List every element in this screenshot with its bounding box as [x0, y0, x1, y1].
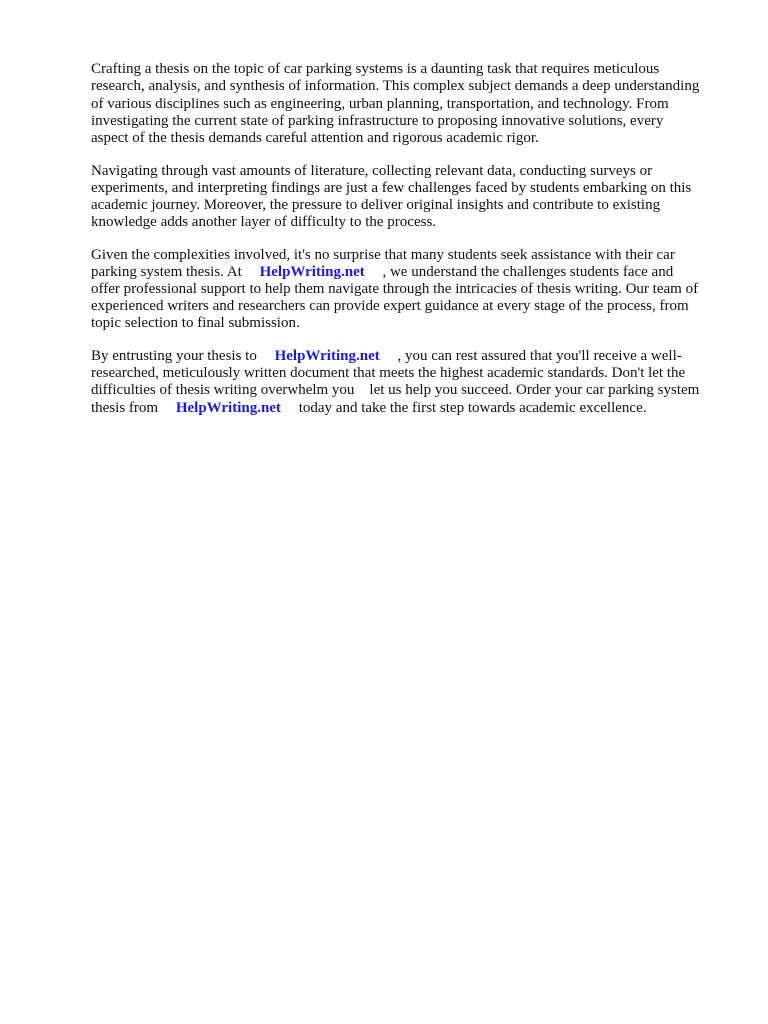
- paragraph-1-line: of various disciplines such as engineering, urban planning, transportation, and technology. From: [91, 96, 669, 112]
- paragraph-2-line: experiments, and interpreting findings are just a few challenges faced by students embarking on this: [91, 180, 692, 196]
- paragraph-4-text: today and take the first step towards academic excellence.: [294, 400, 647, 416]
- paragraph-2-line: knowledge adds another layer of difficulty to the process.: [91, 214, 437, 230]
- paragraph-4-line-with-link: [91, 400, 646, 417]
- paragraph-4-text: By entrusting your thesis to: [91, 348, 261, 364]
- paragraph-2-line: Navigating through vast amounts of literature, collecting relevant data, conducting surveys or: [91, 163, 653, 179]
- helpwriting-link[interactable]: HelpWriting.net: [259, 264, 365, 280]
- helpwriting-link[interactable]: HelpWriting.net: [274, 348, 380, 364]
- paragraph-1-line: research, analysis, and synthesis of information. This complex subject demands a deep understanding: [91, 78, 700, 94]
- paragraph-1-line: aspect of the thesis demands careful attention and rigorous academic rigor.: [91, 130, 539, 146]
- paragraph-4-text: thesis from: [91, 400, 162, 416]
- paragraph-4-line-with-link: [91, 348, 682, 365]
- paragraph-3-line: Given the complexities involved, it's no surprise that many students seek assistance with their car: [91, 247, 675, 263]
- paragraph-2-line: academic journey. Moreover, the pressure to deliver original insights and contribute to existing: [91, 197, 661, 213]
- paragraph-1-line: investigating the current state of parking infrastructure to proposing innovative solutions, every: [91, 113, 664, 129]
- paragraph-3-text: parking system thesis. At: [91, 264, 246, 280]
- helpwriting-link[interactable]: HelpWriting.net: [175, 400, 281, 416]
- paragraph-3-line: experienced writers and researchers can provide expert guidance at every stage of the process, from: [91, 298, 689, 314]
- paragraph-3-text: , we understand the challenges students face and: [378, 264, 674, 280]
- paragraph-4-text: , you can rest assured that you'll receive a well-: [393, 348, 682, 364]
- paragraph-3-line: topic selection to final submission.: [91, 315, 300, 331]
- paragraph-4-line: researched, meticulously written document that meets the highest academic standards. Don't let the: [91, 365, 686, 381]
- paragraph-1-line: Crafting a thesis on the topic of car parking systems is a daunting task that requires meticulous: [91, 61, 660, 77]
- paragraph-3-line-with-link: [91, 264, 673, 281]
- paragraph-4-line: difficulties of thesis writing overwhelm you let us help you succeed. Order your car parking system: [91, 382, 700, 398]
- paragraph-3-line: offer professional support to help them navigate through the intricacies of thesis writing. Our team of: [91, 281, 699, 297]
